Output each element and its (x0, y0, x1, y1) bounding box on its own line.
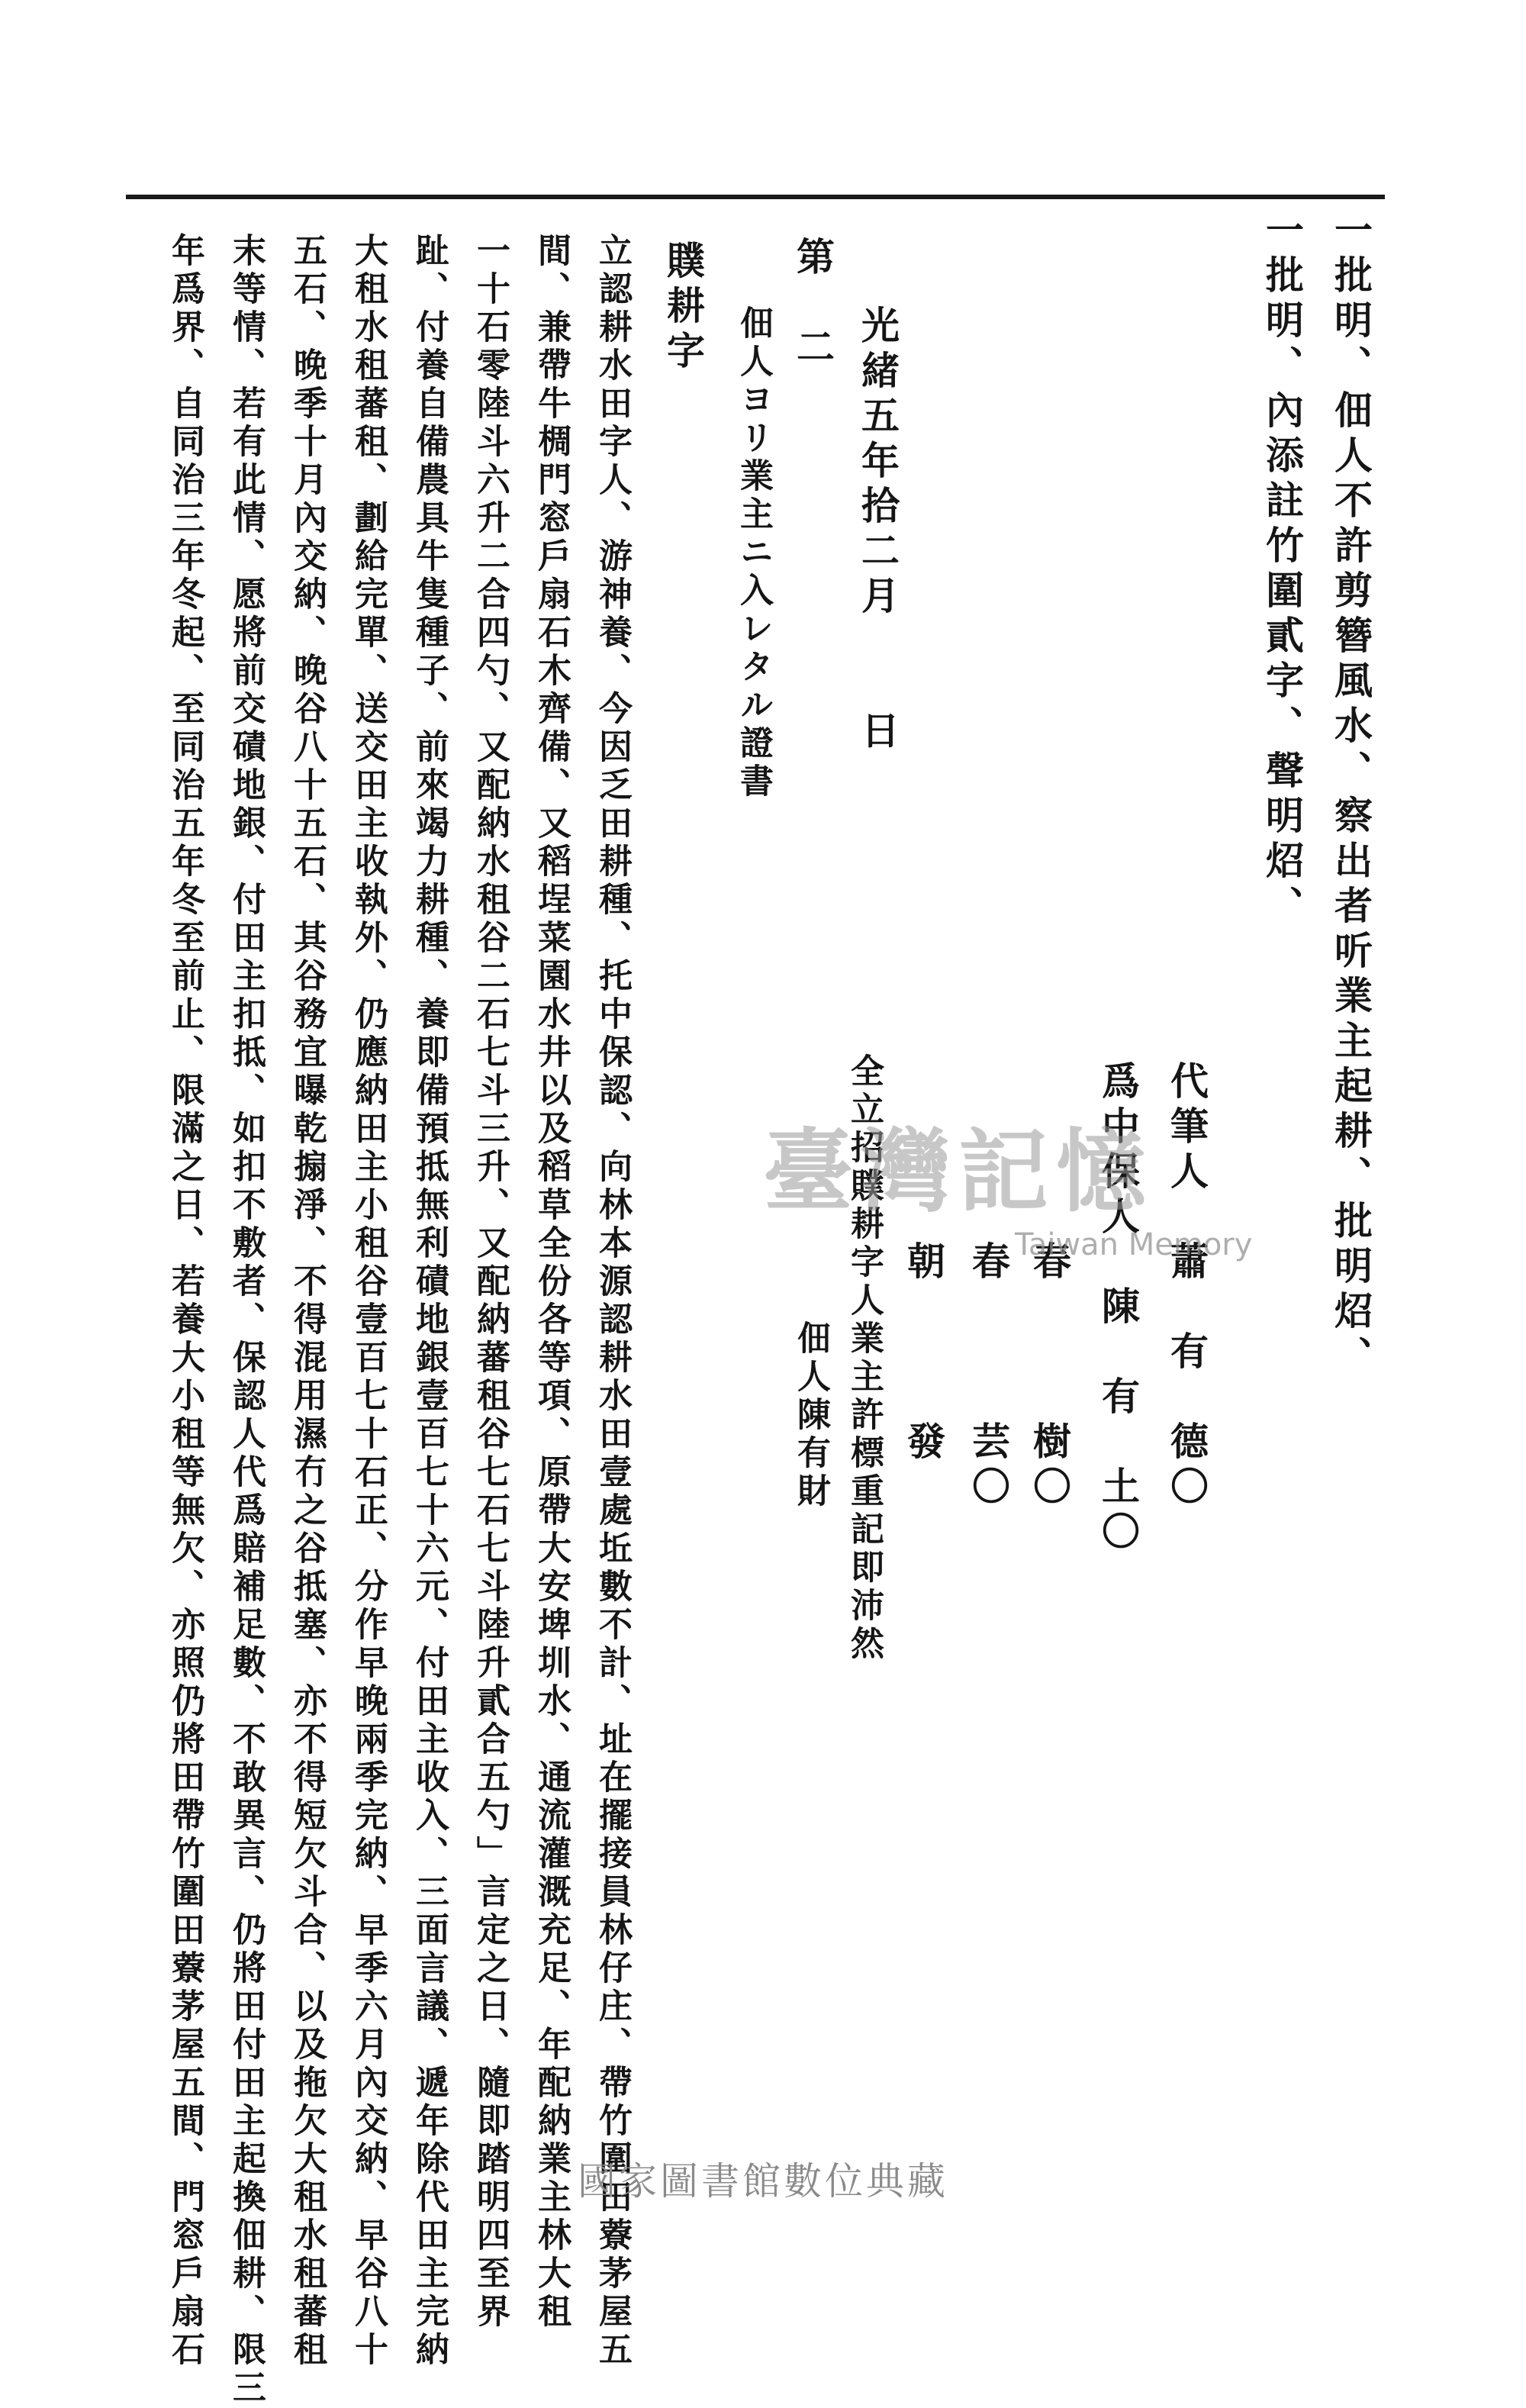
signatory-guarantor-3: 春 芸〇 (966, 1061, 1011, 1511)
body-line-6: 五石、晚季十月內交納、晚谷八十五石、其谷務宜曝乾搧淨、不得混用濕冇之谷抵塞、亦不得短欠斗合、以及拖欠大租水租蕃租 (288, 233, 327, 2370)
watermark-logo: 臺灣記憶 (763, 1118, 1154, 1224)
body-line-7: 末等情、若有此情、愿將前交磧地銀、付田主扣抵、如扣不敷者、保認人代爲賠補足數、不敢異言、仍將田付田主起換佃耕、限三 (227, 233, 266, 2408)
footer-credit: 國家圖書館數位典藏 (578, 2159, 948, 2203)
body-line-4: 趾、付養自備農具牛隻種子、前來竭力耕種、養即備預抵無利磧地銀壹百七十六元、付田主收入、三面言議、遞年除代田主完納 (410, 233, 449, 2370)
signatory-tenant: 佃人陳有財 (791, 1053, 830, 1511)
signatory-owner: 全立招贌耕字人業主許標重記即沛然 (845, 1053, 884, 1664)
date-line: 光緒五年拾二月 日 (855, 305, 900, 756)
body-line-5: 大租水租蕃租、劃給完單、送交田主收執外、仍應納田主小租谷壹百七十石正、分作早晚兩季完納、早季六月內交納、早谷八十 (349, 233, 388, 2370)
header-note-1: 一批明、佃人不許剪簪風水、察出者听業主起耕、批明炤、 (1328, 210, 1373, 1381)
body-line-2: 間、兼帶牛椆門窓戶扇石木齊備、又稻埕菜園水井以及稻草全份各等項、原帶大安埤圳水、通流灌溉充足、年配納業主林大租 (532, 233, 571, 2332)
top-rule (126, 195, 1385, 199)
body-line-8: 年爲界、自同治三年冬起、至同治五年冬至前止、限滿之日、若養大小租等無欠、亦照仍將田帶竹圍田藔茅屋五間、門窓戶扇石 (166, 233, 204, 2370)
header-note-2: 一批明、內添註竹圍貳字、聲明炤、 (1260, 210, 1305, 930)
section-title: 佃人ヨリ業主ニ入レタル證書 (734, 305, 773, 801)
signatory-guarantor-4: 朝 發 (901, 1061, 946, 1466)
section-number: 第 二 (790, 237, 835, 372)
watermark-subtitle: Taiwan Memory (1015, 1227, 1253, 1262)
signatory-guarantor-2: 春 樹〇 (1027, 1061, 1072, 1511)
deed-title: 贌耕字 (661, 240, 706, 376)
body-line-1: 立認耕水田字人、游神養、今因乏田耕種、托中保認、向林本源認耕水田壹處坵數不計、址在擺接員林仔庄、帶竹圍田藔茅屋五 (593, 233, 632, 2370)
signatory-scribe: 代筆人 蕭 有 德〇 (1164, 1061, 1209, 1511)
signatory-guarantor: 爲中保人 陳 有 土〇 (1096, 1061, 1141, 1556)
body-line-3: 一十石零陸斗六升二合四勺、又配納水租谷二石七斗三升、又配納蕃租谷七石七斗陸升貳合五勺」言定之日、隨即踏明四至界 (471, 233, 510, 2332)
